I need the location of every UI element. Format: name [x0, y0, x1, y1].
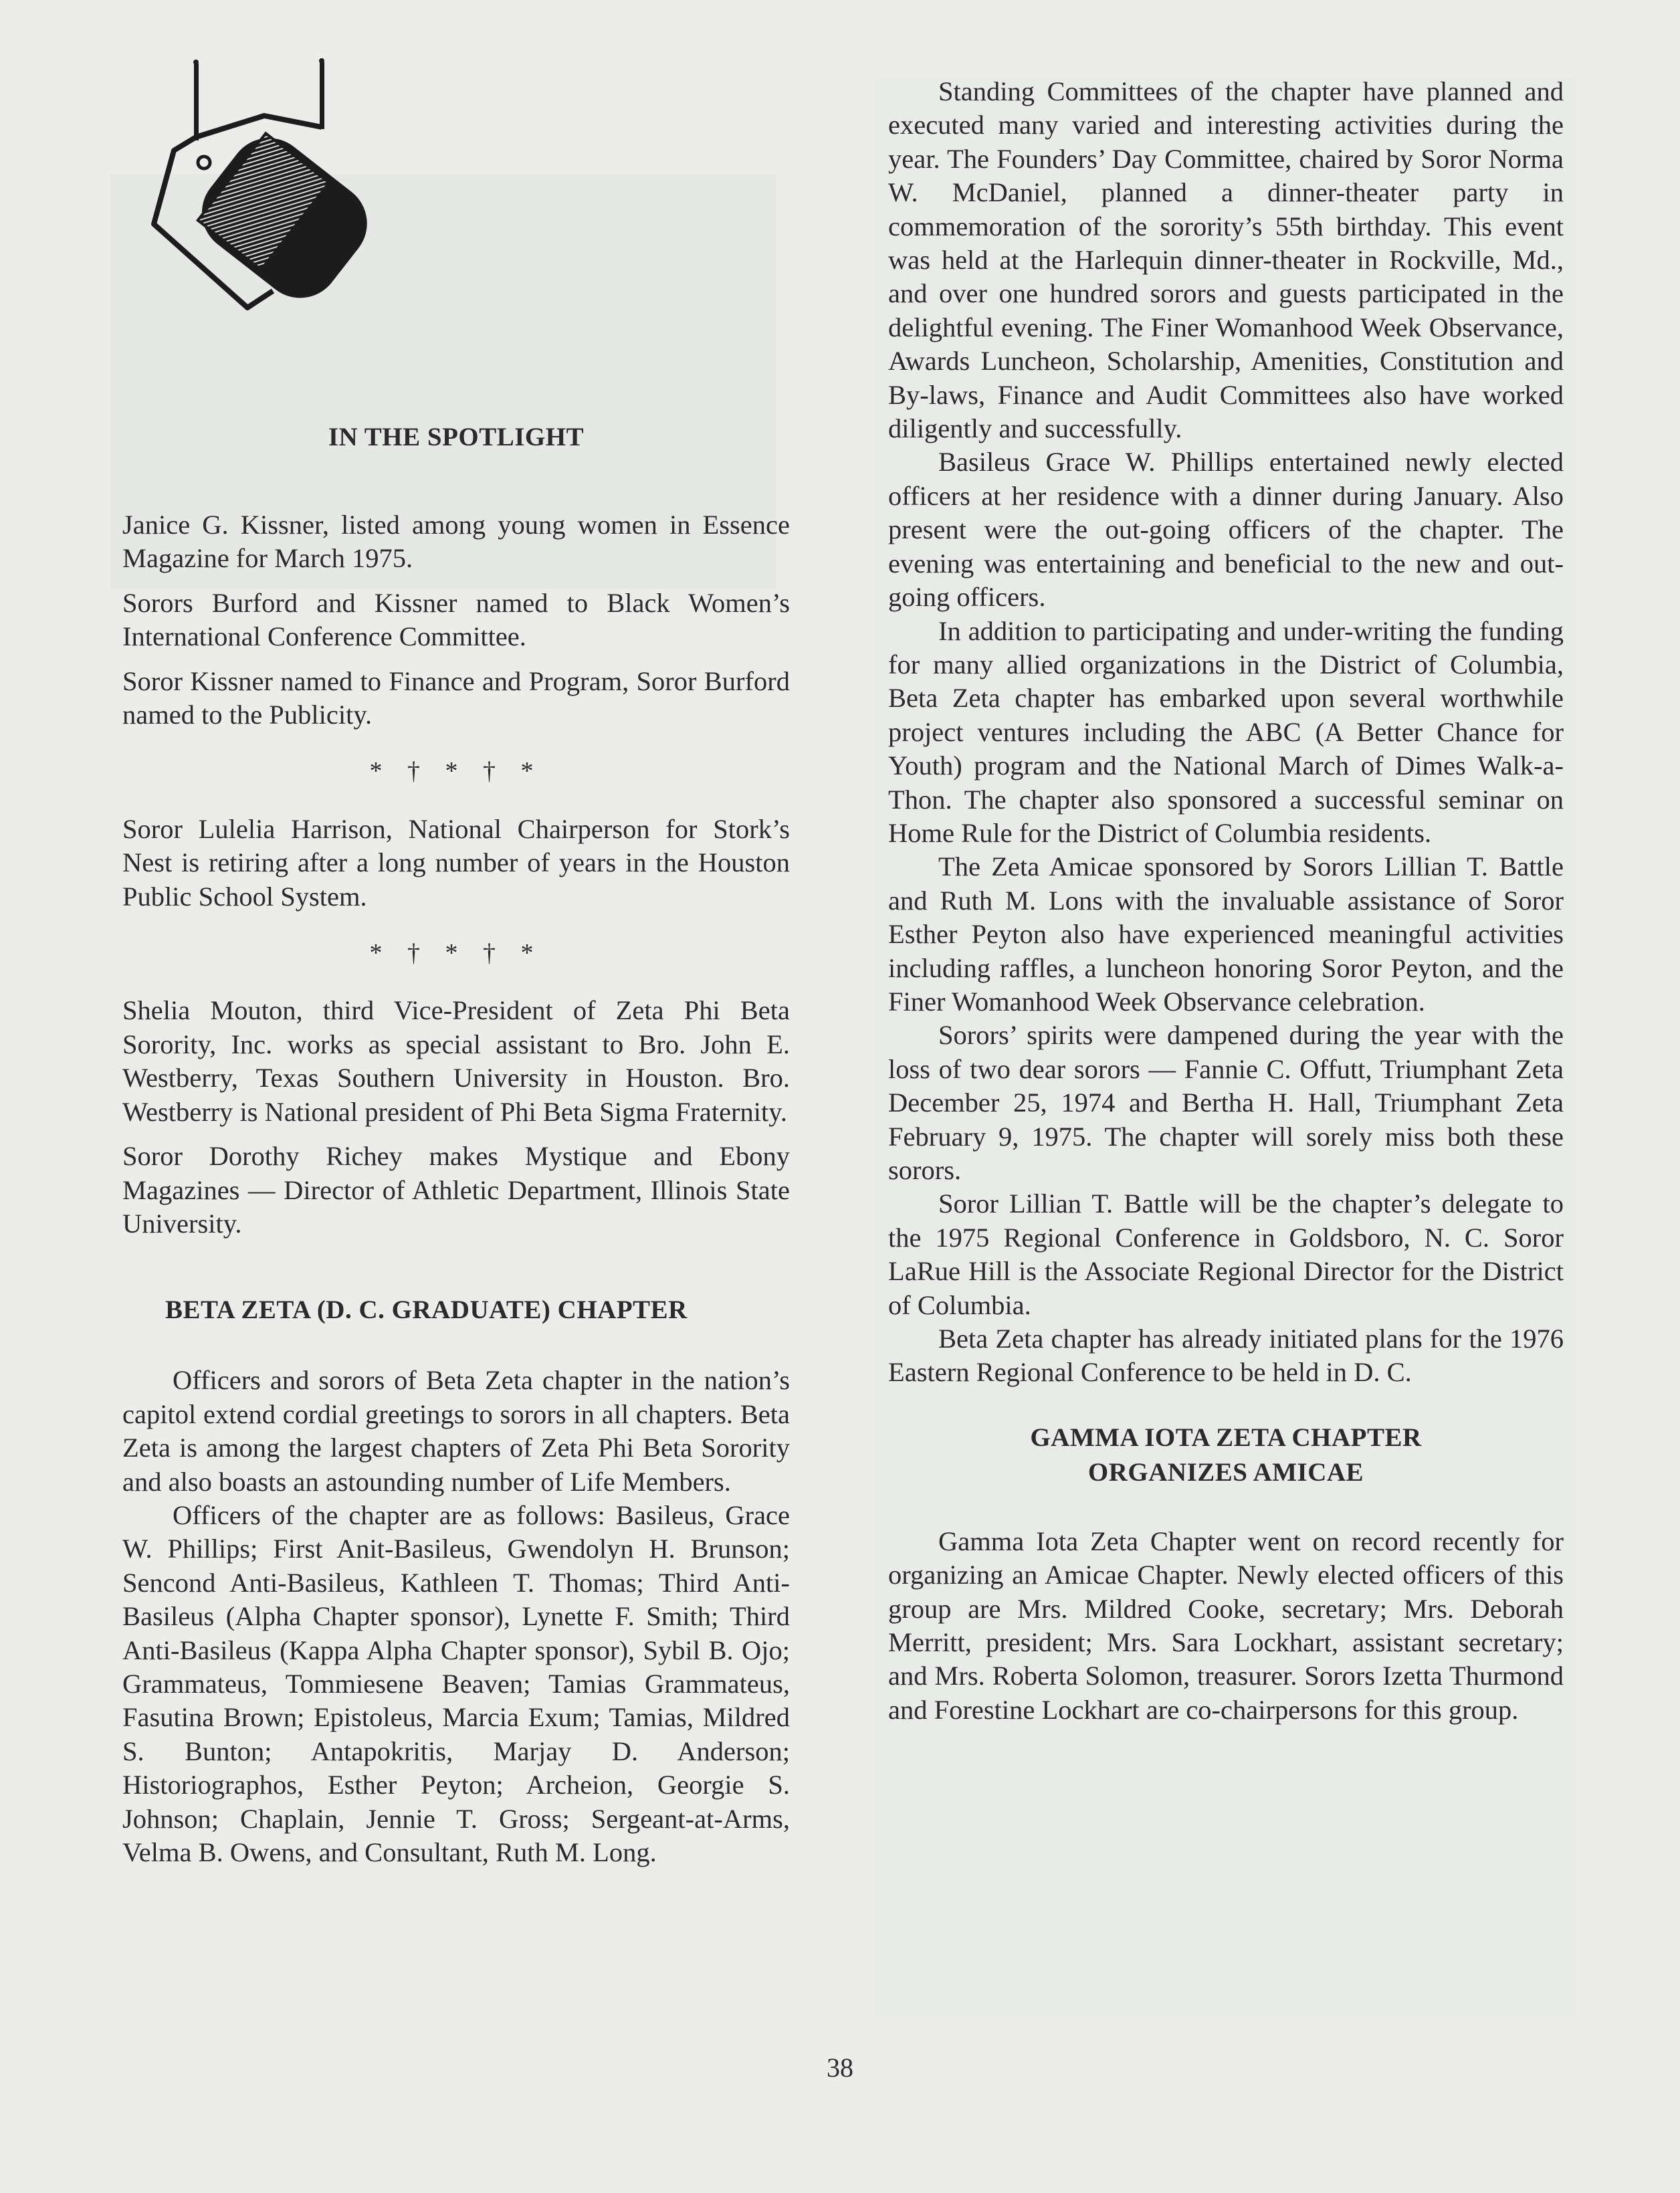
separator: * † * † * — [369, 757, 543, 786]
beta-zeta-paragraph: The Zeta Amicae sponsored by Sorors Lillian T. Battle and Ruth M. Lons with the invaluable assistance of Soror Esther Peyton also have experienced meaningful activities including raffles, a luncheon honoring Soror Peyton, and the Finer Womanhood Week Observance celebration. — [888, 851, 1564, 1017]
spotlight-item: Soror Lulelia Harrison, National Chairperson for Stork’s Nest is retiring after a long number of years in the Houston Public School System. — [122, 813, 790, 912]
beta-zeta-paragraph: Officers of the chapter are as follows: Basileus, Grace W. Phillips; First Anit-Basileus, Gwendolyn H. Brunson; Sencond Anti-Basileus, Kathleen T. Thomas; Third Anti-Basileus (Alpha Chapter sponsor), Lynette F. Smith; Third Anti-Basileus (Kappa Alpha Chapter sponsor), Sybil B. Ojo; Grammateus, Tommiesene Beaven; Tamias Grammateus, Fasutina Brown; Epistoleus, Marcia Exum; Tamias, Mildred S. Bunton; Antapokritis, Marjay D. Anderson; Historiographos, Esther Peyton; Archeion, Georgie S. Johnson; Chaplain, Jennie T. Gross; Sergeant-at-Arms, Velma B. Owens, and Consultant, Ruth M. Long. — [122, 1499, 790, 1867]
spotlight-heading: IN THE SPOTLIGHT — [328, 423, 585, 451]
spotlight-item: Janice G. Kissner, listed among young women in Essence Magazine for March 1975. — [122, 510, 790, 574]
spotlight-item: Shelia Mouton, third Vice-President of Zeta Phi Beta Sorority, Inc. works as special assistant to Bro. John E. Westberry, Texas Southern University in Houston. Bro. Westberry is National president of Phi Beta Sigma Fraternity. — [122, 995, 790, 1127]
left-column — [122, 508, 790, 1869]
gamma-iota-zeta-paragraph: Gamma Iota Zeta Chapter went on record recently for organizing an Amicae Chapter. Newly elected officers of this group are Mrs. Mildred Cooke, secretary; Mrs. Deborah Merritt, president; Mrs. Sara Lockhart, assistant secretary; and Mrs. Roberta Solomon, treasurer. Sorors Izetta Thurmond and Forestine Lockhart are co-chairpersons for this group. — [888, 1526, 1564, 1725]
beta-zeta-heading: BETA ZETA (D. C. GRADUATE) CHAPTER — [165, 1295, 688, 1325]
beta-zeta-paragraph: In addition to participating and under-writing the funding for many allied organizations in the District of Columbia, Beta Zeta chapter has embarked upon several worthwhile project ventures including the ABC (A Better Chance for Youth) program and the National March of Dimes Walk-a-Thon. The chapter also sponsored a successful seminar on Home Rule for the District of Columbia residents. — [888, 615, 1564, 848]
gamma-iota-zeta-heading — [888, 1421, 1564, 1490]
spotlight-item: Soror Kissner named to Finance and Program, Soror Burford named to the Publicity. — [122, 665, 790, 730]
gamma-heading-line: ORGANIZES AMICAE — [1087, 1457, 1364, 1487]
right-column — [888, 75, 1564, 1727]
beta-zeta-paragraph: Soror Lillian T. Battle will be the chapter’s delegate to the 1975 Regional Conference in Goldsboro, N. C. Soror LaRue Hill is the Associate Regional Director for the District of Columbia. — [888, 1188, 1564, 1320]
beta-zeta-paragraph: Basileus Grace W. Phillips entertained newly elected officers at her residence with a dinner during January. Also present were the out-going officers of the chapter. The evening was entertaining and beneficial to the new and out-going officers. — [888, 447, 1564, 613]
spotlight-item: Soror Dorothy Richey makes Mystique and Ebony Magazines — Director of Athletic Department, Illinois State University. — [122, 1141, 790, 1239]
beta-zeta-paragraph: Beta Zeta chapter has already initiated plans for the 1976 Eastern Regional Conference to be held in D. C. — [888, 1324, 1564, 1388]
page-number: 38 — [827, 2053, 853, 2083]
spotlight-lamp-icon — [147, 57, 428, 364]
beta-zeta-paragraph: Standing Committees of the chapter have planned and executed many varied and interesting activities during the year. The Founders’ Day Committee, chaired by Soror Norma W. McDaniel, planned a dinner-theater party in commemoration of the sorority’s 55th birthday. This event was held at the Harlequin dinner-theater in Rockville, Md., and over one hundred sorors and guests participated in the delightful evening. The Finer Womanhood Week Observance, Awards Luncheon, Scholarship, Amenities, Constitution and By-laws, Finance and Audit Committees also have worked diligently and successfully. — [888, 76, 1564, 444]
beta-zeta-paragraph: Officers and sorors of Beta Zeta chapter in the nation’s capitol extend cordial greetings to sorors in all chapters. Beta Zeta is among the largest chapters of Zeta Phi Beta Sorority and also boasts an astounding number of Life Members. — [122, 1365, 790, 1497]
gamma-heading-line: GAMMA IOTA ZETA CHAPTER — [1030, 1423, 1422, 1452]
separator: * † * † * — [369, 939, 543, 968]
beta-zeta-paragraph: Sorors’ spirits were dampened during the year with the loss of two dear sorors — Fannie C. Offutt, Triumphant Zeta December 25, 1974 and Bertha H. Hall, Triumphant Zeta February 9, 1975. The chapter will sorely miss both these sorors. — [888, 1020, 1564, 1185]
spotlight-item: Sorors Burford and Kissner named to Black Women’s International Conference Committee. — [122, 587, 790, 652]
